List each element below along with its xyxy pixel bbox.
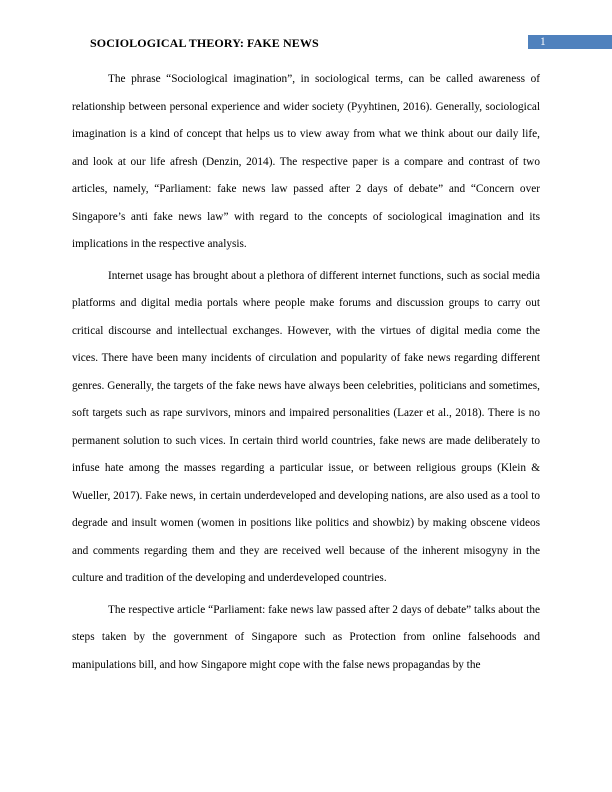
page-number-badge bbox=[528, 35, 612, 49]
paragraph-sociological-imagination: The phrase “Sociological imagination”, in sociological terms, can be called awareness of relationship between personal experience and wider society (Pyyhtinen, 2016). Generally, sociological imagination is a kind of concept that helps us to view away from what we think about our daily life, and look at our life afresh (Denzin, 2014). The respective paper is a compare and contrast of two articles, namely, “Parliament: fake news law passed after 2 days of debate” and “Concern over Singapore’s anti fake news law” with regard to the concepts of sociological imagination and its implications in the respective analysis. bbox=[72, 73, 540, 250]
paragraph-parliament-article: The respective article “Parliament: fake news law passed after 2 days of debate” talks about the steps taken by the government of Singapore such as Protection from online falsehoods and manipulations bill, and how Singapore might cope with the false news propagandas by the bbox=[72, 603, 540, 671]
document-body bbox=[72, 66, 540, 683]
paragraph-internet-usage: Internet usage has brought about a plethora of different internet functions, such as social media platforms and digital media portals where people make forums and discussion groups to carry out critical discourse and intellectual exchanges. However, with the virtues of digital media come the vices. There have been many incidents of circulation and popularity of fake news regarding different genres. Generally, the targets of the fake news have always been celebrities, politicians and sometimes, soft targets such as rape survivors, minors and impaired personalities (Lazer et al., 2018). There is no permanent solution to such vices. In certain third world countries, fake news are made deliberately to infuse hate among the masses regarding a particular issue, or between religious groups (Klein & Wueller, 2017). Fake news, in certain underdeveloped and developing nations, are also used as a tool to degrade and insult women (women in positions like politics and showbiz) by making obscene videos and comments regarding them and they are received well because of the inherent misogyny in the culture and tradition of the developing and underdeveloped countries. bbox=[72, 269, 540, 584]
running-header-title: SOCIOLOGICAL THEORY: FAKE NEWS bbox=[90, 36, 319, 50]
page-number: 1 bbox=[540, 36, 546, 48]
